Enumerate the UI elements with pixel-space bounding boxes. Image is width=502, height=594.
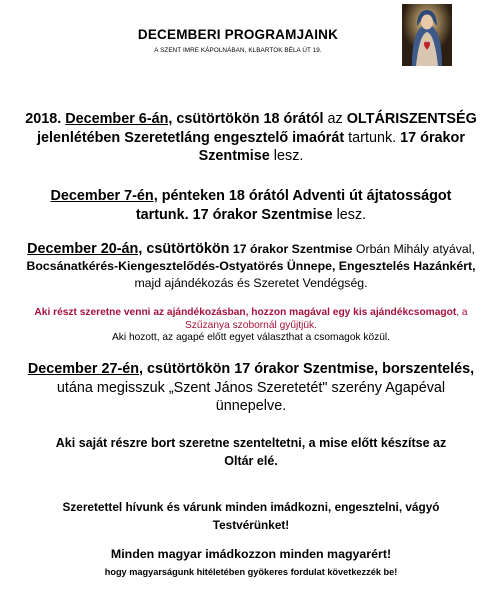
p3-text: Orbán Mihály atyával,: [352, 242, 475, 256]
p4-program: csütörtökön 17 órakor Szentmise, borszentelés,: [143, 361, 475, 377]
p1-text-3: lesz.: [269, 148, 304, 165]
p1-time: csütörtökön 18 órától: [172, 111, 324, 127]
p4-text: utána megisszuk „Szent János Szeretetét" szerény Agapéval ünnepelve.: [56, 379, 446, 415]
event-dec-6: [25, 110, 477, 166]
note-line-2: Aki hozott, az agapé előtt egyet választhat a csomagok közül.: [111, 332, 391, 344]
note-red: Aki részt szeretne venni az ajándékozásban, hozzon magával egy kis ajándékcsomagot: [34, 307, 457, 318]
event-dec-27: [22, 360, 480, 416]
p1-year: 2018.: [25, 111, 66, 127]
closing-line-1: Minden magyar imádkozzon minden magyarért!: [110, 547, 392, 561]
p3-program: Bocsánatkérés-Kiengesztelődés-Ostyatörés Ünnepe, Engesztelés Hazánkért,: [26, 259, 476, 273]
p1-text-2: tartunk.: [344, 129, 401, 146]
event-dec-20: [18, 241, 484, 292]
invitation: Szeretettel hívunk és várunk minden imádkozni, engesztelni, vágyó Testvérünket!: [62, 500, 440, 532]
p2-date: December 7-én,: [50, 188, 158, 204]
page-title: DECEMBERI PROGRAMJAINK: [137, 27, 339, 42]
note-red-2: , a Szűzanya szobornál gyűjtjük.: [185, 307, 468, 331]
virgin-mary-immaculate-heart-icon: [402, 4, 452, 66]
wine-note: Aki saját részre bort szeretne szenteltetni, a mise előtt készítse az Oltár elé.: [55, 436, 447, 469]
p3-day: csütörtökön: [142, 241, 230, 257]
page-subtitle: A SZENT IMRE KÁPOLNÁBAN, KLBARTOK BÉLA ÚT 19.: [154, 47, 322, 54]
p1-program: OLTÁRISZENTSÉG jelenlétében Szeretetláng engesztelő imaórát: [37, 111, 477, 146]
event-dec-7: [40, 187, 462, 224]
p2-program: pénteken 18 órától Adventi út ájtatosságot tartunk. 17 órakor Szentmise: [135, 188, 452, 223]
closing-line-2: hogy magyarságunk hitéletében gyökeres fordulat következzék be!: [104, 567, 398, 577]
p4-date: December 27-én,: [27, 361, 144, 377]
p1-date: December 6-án,: [65, 111, 173, 127]
gift-note: [30, 307, 472, 345]
p1-mass: 17 órakor Szentmise: [198, 129, 465, 165]
p3-date: December 20-án,: [27, 241, 143, 257]
p3-mass: 17 órakor Szentmise: [229, 242, 353, 256]
p3-text-2: majd ajándékozás és Szeretet Vendégség.: [134, 276, 368, 290]
p2-text: lesz.: [332, 206, 367, 223]
p1-text: az: [323, 111, 347, 127]
